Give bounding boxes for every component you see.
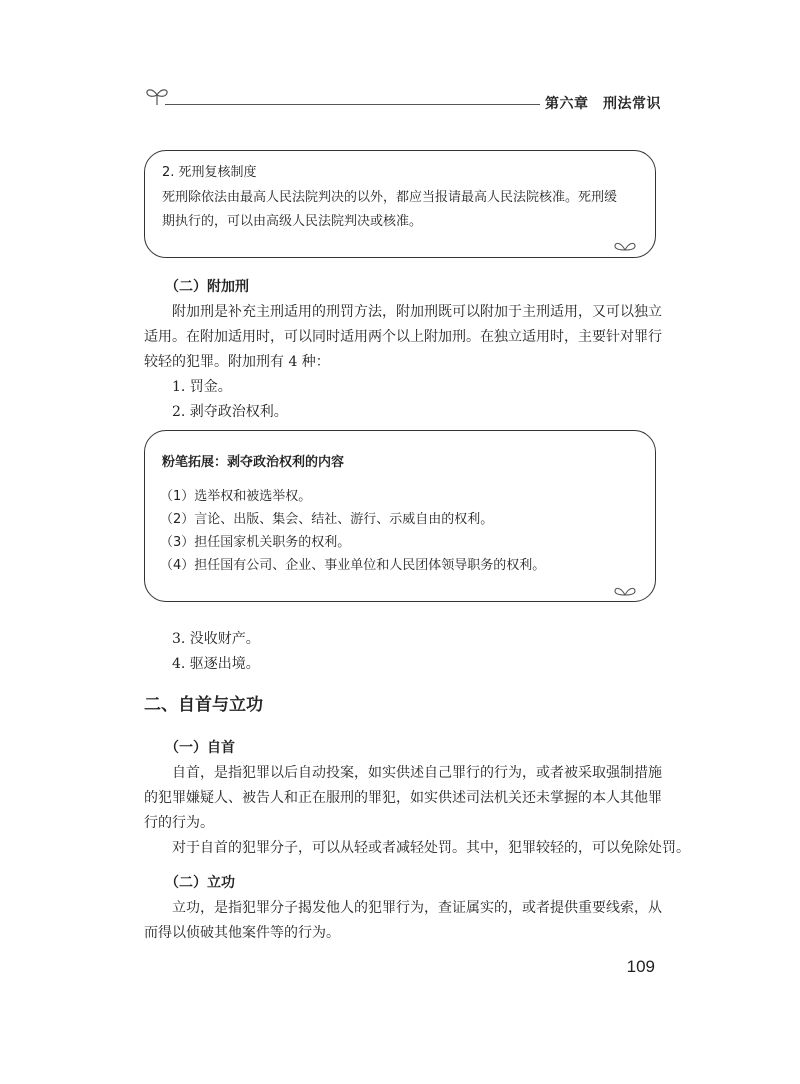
merit-heading: （二）立功 bbox=[165, 875, 235, 891]
additional-para-line-2: 适用。在附加适用时，可以同时适用两个以上附加刑。在独立适用时，主要针对罪行 bbox=[144, 329, 662, 345]
surrender-para-2: 对于自首的犯罪分子，可以从轻或者减轻处罚。其中，犯罪较轻的，可以免除处罚。 bbox=[172, 840, 690, 856]
death-review-title: 2. 死刑复核制度 bbox=[162, 165, 257, 180]
death-review-box bbox=[144, 150, 656, 258]
surrender-heading: （一）自首 bbox=[165, 740, 235, 756]
sprout-icon bbox=[144, 86, 170, 106]
chapter-title: 第六章 刑法常识 bbox=[545, 96, 661, 112]
extension-item-3: （3）担任国家机关职务的权利。 bbox=[160, 535, 351, 550]
additional-item-1: 1. 罚金。 bbox=[172, 379, 232, 395]
merit-para-line-1: 立功，是指犯罪分子揭发他人的犯罪行为，查证属实的，或者提供重要线索，从 bbox=[172, 900, 662, 916]
extension-title: 粉笔拓展：剥夺政治权利的内容 bbox=[162, 455, 345, 470]
additional-heading: （二）附加刑 bbox=[165, 279, 249, 295]
merit-para-line-2: 而得以侦破其他案件等的行为。 bbox=[144, 925, 340, 941]
section-two-heading: 二、自首与立功 bbox=[144, 695, 263, 715]
surrender-para-line-1: 自首，是指犯罪以后自动投案，如实供述自己罪行的行为，或者被采取强制措施 bbox=[172, 765, 662, 781]
page-number: 109 bbox=[626, 957, 655, 976]
additional-item-3: 3. 没收财产。 bbox=[172, 631, 260, 647]
surrender-para-line-2: 的犯罪嫌疑人、被告人和正在服刑的罪犯，如实供述司法机关还未掌握的本人其他罪 bbox=[144, 790, 662, 806]
extension-item-1: （1）选举权和被选举权。 bbox=[160, 489, 312, 504]
death-review-line-1: 死刑除依法由最高人民法院判决的以外，都应当报请最高人民法院核准。死刑缓 bbox=[162, 190, 618, 205]
surrender-para-line-3: 行的行为。 bbox=[144, 815, 214, 831]
extension-box bbox=[144, 430, 656, 602]
extension-item-2: （2）言论、出版、集会、结社、游行、示威自由的权利。 bbox=[160, 512, 494, 527]
additional-item-2: 2. 剥夺政治权利。 bbox=[172, 404, 288, 420]
extension-item-4: （4）担任国有公司、企业、事业单位和人民团体领导职务的权利。 bbox=[160, 558, 546, 573]
additional-item-4: 4. 驱逐出境。 bbox=[172, 656, 260, 672]
header-rule bbox=[165, 104, 540, 105]
additional-para-line-3: 较轻的犯罪。附加刑有 4 种： bbox=[144, 354, 330, 370]
sprout-icon bbox=[613, 236, 637, 252]
sprout-icon bbox=[613, 581, 637, 597]
additional-para-line-1: 附加刑是补充主刑适用的刑罚方法，附加刑既可以附加于主刑适用，又可以独立 bbox=[172, 304, 662, 320]
death-review-line-2: 期执行的，可以由高级人民法院判决或核准。 bbox=[162, 214, 423, 229]
